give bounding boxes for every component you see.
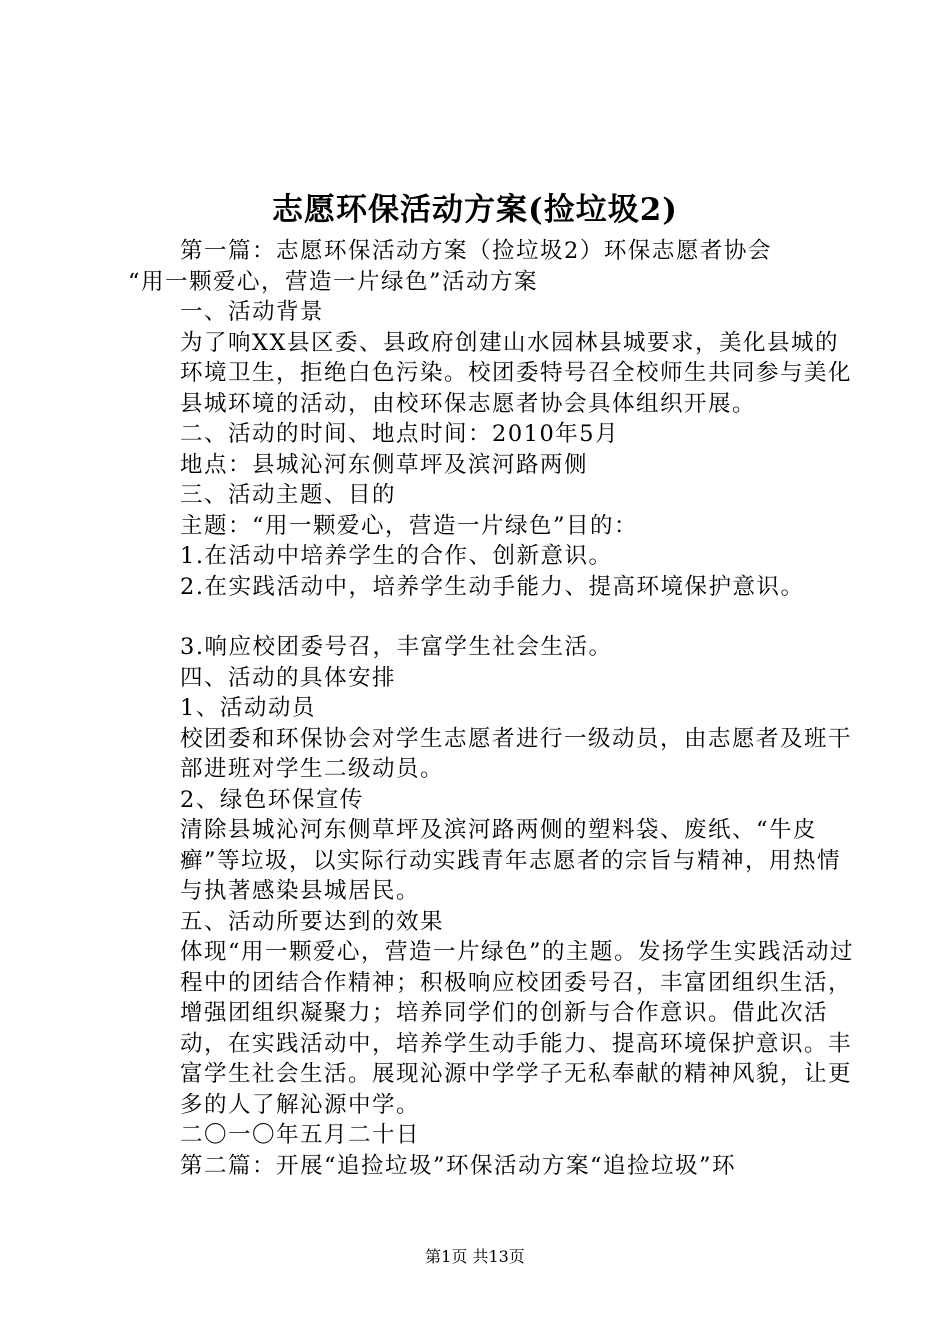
paragraph: “用一颗爱心，营造一片绿色”活动方案 bbox=[128, 268, 539, 295]
subsection-heading: 2、绿色环保宣传 bbox=[180, 786, 364, 813]
paragraph: 校团委和环保协会对学生志愿者进行一级动员，由志愿者及班干部进班对学生二级动员。 bbox=[180, 725, 853, 782]
section-heading: 四、活动的具体安排 bbox=[180, 664, 397, 691]
section-heading: 二、活动的时间、地点时间：2010年5月 bbox=[180, 421, 620, 447]
section-heading: 三、活动主题、目的 bbox=[180, 482, 397, 508]
section-heading: 五、活动所要达到的效果 bbox=[180, 908, 445, 935]
paragraph: 地点：县城沁河东侧草坪及滨河路两侧 bbox=[180, 451, 589, 478]
date-line: 二〇一〇年五月二十日 bbox=[180, 1122, 421, 1148]
paragraph: 主题：“用一颗爱心，营造一片绿色”目的： bbox=[180, 512, 639, 539]
paragraph: 第一篇：志愿环保活动方案（捡垃圾2）环保志愿者协会 bbox=[180, 238, 772, 264]
paragraph: 清除县城沁河东侧草坪及滨河路两侧的塑料袋、废纸、“牛皮癣”等垃圾，以实际行动实践青年志愿者的宗旨与精神，用热情与执著感染县城居民。 bbox=[180, 817, 842, 904]
list-item: 2.在实践活动中，培养学生动手能力、提高环境保护意识。 bbox=[180, 573, 805, 600]
blank-line bbox=[128, 602, 858, 632]
document-body bbox=[128, 236, 858, 1181]
paragraph: 体现“用一颗爱心，营造一片绿色”的主题。发扬学生实践活动过程中的团结合作精神；积极响应校团委号召，丰富团组织生活，增强团组织凝聚力；培养同学们的创新与合作意识。借此次活动，在实践活动中，培养学生动手能力、提高环境保护意识。丰富学生社会生活。展现沁源中学学子无私奉献的精神风貌，让更多的人了解沁源中学。 bbox=[180, 939, 855, 1118]
paragraph: 为了响XX县区委、县政府创建山水园林县城要求，美化县城的环境卫生，拒绝白色污染。校团委特号召全校师生共同参与美化县城环境的活动，由校环保志愿者协会具体组织开展。 bbox=[180, 329, 853, 417]
list-item: 1.在活动中培养学生的合作、创新意识。 bbox=[180, 543, 613, 569]
page-number: 第1页 共13页 bbox=[425, 1247, 525, 1266]
list-item: 3.响应校团委号召，丰富学生社会生活。 bbox=[180, 634, 613, 660]
section-heading: 一、活动背景 bbox=[180, 299, 325, 325]
document-title: 志愿环保活动方案(捡垃圾2) bbox=[272, 192, 678, 228]
paragraph: 第二篇：开展“追捡垃圾”环保活动方案“追捡垃圾”环 bbox=[180, 1152, 737, 1179]
subsection-heading: 1、活动动员 bbox=[180, 695, 316, 721]
